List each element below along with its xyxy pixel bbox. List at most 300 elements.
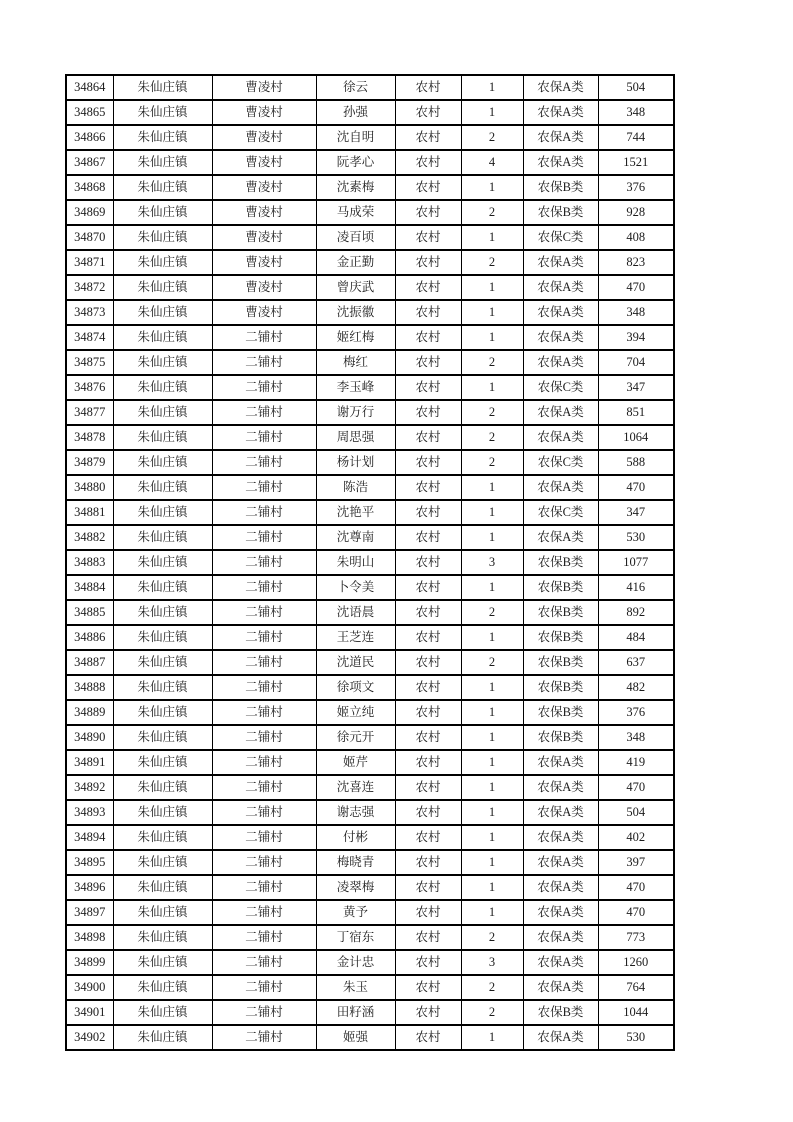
serial-cell: 34879 <box>66 450 113 475</box>
count-cell: 1 <box>461 575 523 600</box>
name-cell: 田籽涵 <box>316 1000 395 1025</box>
town-cell: 朱仙庄镇 <box>113 75 212 100</box>
town-cell: 朱仙庄镇 <box>113 825 212 850</box>
village-cell: 二铺村 <box>212 450 316 475</box>
name-cell: 谢万行 <box>316 400 395 425</box>
town-cell: 朱仙庄镇 <box>113 850 212 875</box>
category-cell: 农村 <box>395 400 461 425</box>
name-cell: 姬红梅 <box>316 325 395 350</box>
count-cell: 1 <box>461 875 523 900</box>
name-cell: 梅红 <box>316 350 395 375</box>
amount-cell: 773 <box>598 925 674 950</box>
count-cell: 1 <box>461 1025 523 1050</box>
village-cell: 曹凌村 <box>212 150 316 175</box>
count-cell: 1 <box>461 625 523 650</box>
count-cell: 2 <box>461 1000 523 1025</box>
insurance-type-cell: 农保B类 <box>523 600 598 625</box>
serial-cell: 34901 <box>66 1000 113 1025</box>
town-cell: 朱仙庄镇 <box>113 500 212 525</box>
serial-cell: 34869 <box>66 200 113 225</box>
serial-cell: 34885 <box>66 600 113 625</box>
amount-cell: 408 <box>598 225 674 250</box>
table-row <box>66 950 674 975</box>
name-cell: 金计忠 <box>316 950 395 975</box>
category-cell: 农村 <box>395 575 461 600</box>
table-row <box>66 525 674 550</box>
category-cell: 农村 <box>395 500 461 525</box>
name-cell: 陈浩 <box>316 475 395 500</box>
town-cell: 朱仙庄镇 <box>113 1000 212 1025</box>
amount-cell: 470 <box>598 275 674 300</box>
table-row <box>66 700 674 725</box>
insurance-type-cell: 农保C类 <box>523 225 598 250</box>
count-cell: 1 <box>461 325 523 350</box>
name-cell: 沈语晨 <box>316 600 395 625</box>
serial-cell: 34894 <box>66 825 113 850</box>
category-cell: 农村 <box>395 125 461 150</box>
amount-cell: 376 <box>598 175 674 200</box>
serial-cell: 34881 <box>66 500 113 525</box>
count-cell: 1 <box>461 375 523 400</box>
town-cell: 朱仙庄镇 <box>113 325 212 350</box>
village-cell: 二铺村 <box>212 950 316 975</box>
town-cell: 朱仙庄镇 <box>113 425 212 450</box>
name-cell: 周思强 <box>316 425 395 450</box>
serial-cell: 34884 <box>66 575 113 600</box>
category-cell: 农村 <box>395 625 461 650</box>
village-cell: 二铺村 <box>212 625 316 650</box>
village-cell: 二铺村 <box>212 850 316 875</box>
insurance-type-cell: 农保A类 <box>523 525 598 550</box>
insurance-type-cell: 农保B类 <box>523 200 598 225</box>
table-row <box>66 325 674 350</box>
village-cell: 二铺村 <box>212 650 316 675</box>
insurance-type-cell: 农保A类 <box>523 750 598 775</box>
insurance-type-cell: 农保A类 <box>523 1025 598 1050</box>
village-cell: 二铺村 <box>212 925 316 950</box>
amount-cell: 823 <box>598 250 674 275</box>
village-cell: 二铺村 <box>212 1025 316 1050</box>
insurance-type-cell: 农保B类 <box>523 550 598 575</box>
town-cell: 朱仙庄镇 <box>113 175 212 200</box>
insurance-type-cell: 农保A类 <box>523 925 598 950</box>
amount-cell: 376 <box>598 700 674 725</box>
insurance-type-cell: 农保A类 <box>523 75 598 100</box>
category-cell: 农村 <box>395 725 461 750</box>
serial-cell: 34868 <box>66 175 113 200</box>
count-cell: 2 <box>461 400 523 425</box>
category-cell: 农村 <box>395 925 461 950</box>
name-cell: 沈艳平 <box>316 500 395 525</box>
name-cell: 沈尊南 <box>316 525 395 550</box>
category-cell: 农村 <box>395 825 461 850</box>
serial-cell: 34867 <box>66 150 113 175</box>
village-cell: 二铺村 <box>212 775 316 800</box>
name-cell: 凌百顷 <box>316 225 395 250</box>
village-cell: 曹凌村 <box>212 125 316 150</box>
insurance-type-cell: 农保A类 <box>523 850 598 875</box>
category-cell: 农村 <box>395 675 461 700</box>
amount-cell: 470 <box>598 875 674 900</box>
amount-cell: 482 <box>598 675 674 700</box>
category-cell: 农村 <box>395 875 461 900</box>
name-cell: 姬芹 <box>316 750 395 775</box>
count-cell: 1 <box>461 750 523 775</box>
table-row <box>66 800 674 825</box>
village-cell: 二铺村 <box>212 700 316 725</box>
serial-cell: 34866 <box>66 125 113 150</box>
amount-cell: 348 <box>598 725 674 750</box>
count-cell: 1 <box>461 225 523 250</box>
count-cell: 2 <box>461 425 523 450</box>
town-cell: 朱仙庄镇 <box>113 975 212 1000</box>
village-cell: 二铺村 <box>212 575 316 600</box>
amount-cell: 504 <box>598 75 674 100</box>
serial-cell: 34887 <box>66 650 113 675</box>
table-row <box>66 125 674 150</box>
amount-cell: 347 <box>598 500 674 525</box>
village-cell: 二铺村 <box>212 425 316 450</box>
village-cell: 二铺村 <box>212 375 316 400</box>
category-cell: 农村 <box>395 250 461 275</box>
town-cell: 朱仙庄镇 <box>113 800 212 825</box>
table-row <box>66 425 674 450</box>
table-row <box>66 875 674 900</box>
village-cell: 二铺村 <box>212 800 316 825</box>
serial-cell: 34897 <box>66 900 113 925</box>
village-cell: 曹凌村 <box>212 275 316 300</box>
table-row <box>66 350 674 375</box>
town-cell: 朱仙庄镇 <box>113 925 212 950</box>
count-cell: 1 <box>461 300 523 325</box>
village-cell: 二铺村 <box>212 750 316 775</box>
insurance-type-cell: 农保B类 <box>523 650 598 675</box>
count-cell: 2 <box>461 250 523 275</box>
count-cell: 2 <box>461 125 523 150</box>
insurance-type-cell: 农保B类 <box>523 675 598 700</box>
name-cell: 付彬 <box>316 825 395 850</box>
count-cell: 2 <box>461 975 523 1000</box>
table-row <box>66 375 674 400</box>
category-cell: 农村 <box>395 550 461 575</box>
town-cell: 朱仙庄镇 <box>113 625 212 650</box>
count-cell: 2 <box>461 350 523 375</box>
name-cell: 梅晓青 <box>316 850 395 875</box>
name-cell: 李玉峰 <box>316 375 395 400</box>
amount-cell: 851 <box>598 400 674 425</box>
amount-cell: 704 <box>598 350 674 375</box>
name-cell: 金正勤 <box>316 250 395 275</box>
serial-cell: 34864 <box>66 75 113 100</box>
insurance-type-cell: 农保A类 <box>523 275 598 300</box>
village-cell: 二铺村 <box>212 975 316 1000</box>
amount-cell: 470 <box>598 775 674 800</box>
serial-cell: 34874 <box>66 325 113 350</box>
table-row <box>66 575 674 600</box>
serial-cell: 34898 <box>66 925 113 950</box>
name-cell: 杨计划 <box>316 450 395 475</box>
serial-cell: 34889 <box>66 700 113 725</box>
insurance-type-cell: 农保C类 <box>523 500 598 525</box>
serial-cell: 34895 <box>66 850 113 875</box>
village-cell: 二铺村 <box>212 900 316 925</box>
insurance-type-cell: 农保A类 <box>523 125 598 150</box>
records-table-body <box>66 75 674 1050</box>
name-cell: 谢志强 <box>316 800 395 825</box>
category-cell: 农村 <box>395 850 461 875</box>
amount-cell: 1260 <box>598 950 674 975</box>
insurance-type-cell: 农保A类 <box>523 475 598 500</box>
name-cell: 沈素梅 <box>316 175 395 200</box>
town-cell: 朱仙庄镇 <box>113 125 212 150</box>
serial-cell: 34902 <box>66 1025 113 1050</box>
village-cell: 二铺村 <box>212 600 316 625</box>
amount-cell: 397 <box>598 850 674 875</box>
amount-cell: 637 <box>598 650 674 675</box>
town-cell: 朱仙庄镇 <box>113 650 212 675</box>
name-cell: 孙强 <box>316 100 395 125</box>
town-cell: 朱仙庄镇 <box>113 700 212 725</box>
count-cell: 1 <box>461 500 523 525</box>
count-cell: 1 <box>461 775 523 800</box>
count-cell: 1 <box>461 525 523 550</box>
amount-cell: 1044 <box>598 1000 674 1025</box>
category-cell: 农村 <box>395 300 461 325</box>
amount-cell: 1064 <box>598 425 674 450</box>
category-cell: 农村 <box>395 950 461 975</box>
amount-cell: 402 <box>598 825 674 850</box>
table-row <box>66 775 674 800</box>
table-row <box>66 625 674 650</box>
serial-cell: 34893 <box>66 800 113 825</box>
town-cell: 朱仙庄镇 <box>113 1025 212 1050</box>
amount-cell: 504 <box>598 800 674 825</box>
count-cell: 2 <box>461 650 523 675</box>
amount-cell: 1077 <box>598 550 674 575</box>
town-cell: 朱仙庄镇 <box>113 450 212 475</box>
amount-cell: 892 <box>598 600 674 625</box>
serial-cell: 34870 <box>66 225 113 250</box>
category-cell: 农村 <box>395 200 461 225</box>
village-cell: 曹凌村 <box>212 300 316 325</box>
serial-cell: 34872 <box>66 275 113 300</box>
name-cell: 徐元开 <box>316 725 395 750</box>
amount-cell: 588 <box>598 450 674 475</box>
name-cell: 徐云 <box>316 75 395 100</box>
name-cell: 马成荣 <box>316 200 395 225</box>
village-cell: 曹凌村 <box>212 175 316 200</box>
serial-cell: 34877 <box>66 400 113 425</box>
category-cell: 农村 <box>395 600 461 625</box>
category-cell: 农村 <box>395 175 461 200</box>
count-cell: 1 <box>461 475 523 500</box>
town-cell: 朱仙庄镇 <box>113 300 212 325</box>
table-row <box>66 675 674 700</box>
count-cell: 1 <box>461 75 523 100</box>
serial-cell: 34892 <box>66 775 113 800</box>
category-cell: 农村 <box>395 900 461 925</box>
name-cell: 姬强 <box>316 1025 395 1050</box>
serial-cell: 34890 <box>66 725 113 750</box>
town-cell: 朱仙庄镇 <box>113 900 212 925</box>
table-sheet <box>65 74 675 1051</box>
amount-cell: 484 <box>598 625 674 650</box>
category-cell: 农村 <box>395 75 461 100</box>
table-row <box>66 225 674 250</box>
category-cell: 农村 <box>395 975 461 1000</box>
insurance-type-cell: 农保B类 <box>523 575 598 600</box>
amount-cell: 416 <box>598 575 674 600</box>
amount-cell: 470 <box>598 475 674 500</box>
serial-cell: 34875 <box>66 350 113 375</box>
amount-cell: 348 <box>598 300 674 325</box>
count-cell: 2 <box>461 925 523 950</box>
table-row <box>66 100 674 125</box>
count-cell: 1 <box>461 725 523 750</box>
town-cell: 朱仙庄镇 <box>113 725 212 750</box>
insurance-type-cell: 农保A类 <box>523 300 598 325</box>
town-cell: 朱仙庄镇 <box>113 200 212 225</box>
amount-cell: 928 <box>598 200 674 225</box>
category-cell: 农村 <box>395 225 461 250</box>
table-row <box>66 175 674 200</box>
town-cell: 朱仙庄镇 <box>113 600 212 625</box>
count-cell: 1 <box>461 850 523 875</box>
serial-cell: 34888 <box>66 675 113 700</box>
category-cell: 农村 <box>395 750 461 775</box>
category-cell: 农村 <box>395 650 461 675</box>
insurance-type-cell: 农保A类 <box>523 950 598 975</box>
insurance-type-cell: 农保A类 <box>523 400 598 425</box>
amount-cell: 1521 <box>598 150 674 175</box>
table-row <box>66 400 674 425</box>
serial-cell: 34876 <box>66 375 113 400</box>
count-cell: 1 <box>461 175 523 200</box>
town-cell: 朱仙庄镇 <box>113 250 212 275</box>
table-row <box>66 150 674 175</box>
insurance-type-cell: 农保A类 <box>523 900 598 925</box>
insurance-type-cell: 农保B类 <box>523 625 598 650</box>
insurance-type-cell: 农保A类 <box>523 100 598 125</box>
table-row <box>66 650 674 675</box>
category-cell: 农村 <box>395 350 461 375</box>
town-cell: 朱仙庄镇 <box>113 675 212 700</box>
amount-cell: 764 <box>598 975 674 1000</box>
table-row <box>66 250 674 275</box>
village-cell: 二铺村 <box>212 1000 316 1025</box>
count-cell: 1 <box>461 100 523 125</box>
table-row <box>66 750 674 775</box>
insurance-type-cell: 农保B类 <box>523 725 598 750</box>
count-cell: 3 <box>461 550 523 575</box>
table-row <box>66 925 674 950</box>
category-cell: 农村 <box>395 275 461 300</box>
insurance-type-cell: 农保A类 <box>523 800 598 825</box>
serial-cell: 34886 <box>66 625 113 650</box>
town-cell: 朱仙庄镇 <box>113 550 212 575</box>
table-row <box>66 500 674 525</box>
serial-cell: 34873 <box>66 300 113 325</box>
count-cell: 2 <box>461 450 523 475</box>
town-cell: 朱仙庄镇 <box>113 475 212 500</box>
town-cell: 朱仙庄镇 <box>113 575 212 600</box>
village-cell: 二铺村 <box>212 475 316 500</box>
amount-cell: 530 <box>598 1025 674 1050</box>
name-cell: 丁宿东 <box>316 925 395 950</box>
table-row <box>66 600 674 625</box>
village-cell: 曹凌村 <box>212 200 316 225</box>
name-cell: 黄予 <box>316 900 395 925</box>
insurance-type-cell: 农保B类 <box>523 175 598 200</box>
town-cell: 朱仙庄镇 <box>113 100 212 125</box>
insurance-type-cell: 农保B类 <box>523 1000 598 1025</box>
category-cell: 农村 <box>395 425 461 450</box>
village-cell: 二铺村 <box>212 325 316 350</box>
table-row <box>66 475 674 500</box>
category-cell: 农村 <box>395 700 461 725</box>
insurance-type-cell: 农保A类 <box>523 150 598 175</box>
name-cell: 曾庆武 <box>316 275 395 300</box>
insurance-type-cell: 农保A类 <box>523 250 598 275</box>
count-cell: 2 <box>461 200 523 225</box>
town-cell: 朱仙庄镇 <box>113 225 212 250</box>
table-row <box>66 550 674 575</box>
town-cell: 朱仙庄镇 <box>113 400 212 425</box>
town-cell: 朱仙庄镇 <box>113 950 212 975</box>
category-cell: 农村 <box>395 375 461 400</box>
village-cell: 曹凌村 <box>212 225 316 250</box>
village-cell: 二铺村 <box>212 825 316 850</box>
category-cell: 农村 <box>395 1000 461 1025</box>
town-cell: 朱仙庄镇 <box>113 875 212 900</box>
serial-cell: 34899 <box>66 950 113 975</box>
table-row <box>66 75 674 100</box>
name-cell: 朱玉 <box>316 975 395 1000</box>
category-cell: 农村 <box>395 525 461 550</box>
table-row <box>66 1000 674 1025</box>
serial-cell: 34882 <box>66 525 113 550</box>
category-cell: 农村 <box>395 150 461 175</box>
name-cell: 阮孝心 <box>316 150 395 175</box>
category-cell: 农村 <box>395 100 461 125</box>
table-row <box>66 850 674 875</box>
village-cell: 二铺村 <box>212 350 316 375</box>
amount-cell: 470 <box>598 900 674 925</box>
count-cell: 1 <box>461 825 523 850</box>
town-cell: 朱仙庄镇 <box>113 150 212 175</box>
serial-cell: 34891 <box>66 750 113 775</box>
insurance-type-cell: 农保A类 <box>523 350 598 375</box>
insurance-type-cell: 农保C类 <box>523 450 598 475</box>
insurance-type-cell: 农保B类 <box>523 700 598 725</box>
village-cell: 二铺村 <box>212 400 316 425</box>
name-cell: 王芝连 <box>316 625 395 650</box>
name-cell: 卜令美 <box>316 575 395 600</box>
table-row <box>66 300 674 325</box>
town-cell: 朱仙庄镇 <box>113 750 212 775</box>
serial-cell: 34880 <box>66 475 113 500</box>
insurance-type-cell: 农保A类 <box>523 975 598 1000</box>
village-cell: 二铺村 <box>212 675 316 700</box>
table-row <box>66 900 674 925</box>
name-cell: 徐项文 <box>316 675 395 700</box>
records-table <box>65 74 675 1051</box>
table-row <box>66 1025 674 1050</box>
town-cell: 朱仙庄镇 <box>113 775 212 800</box>
insurance-type-cell: 农保A类 <box>523 825 598 850</box>
insurance-type-cell: 农保A类 <box>523 775 598 800</box>
category-cell: 农村 <box>395 450 461 475</box>
